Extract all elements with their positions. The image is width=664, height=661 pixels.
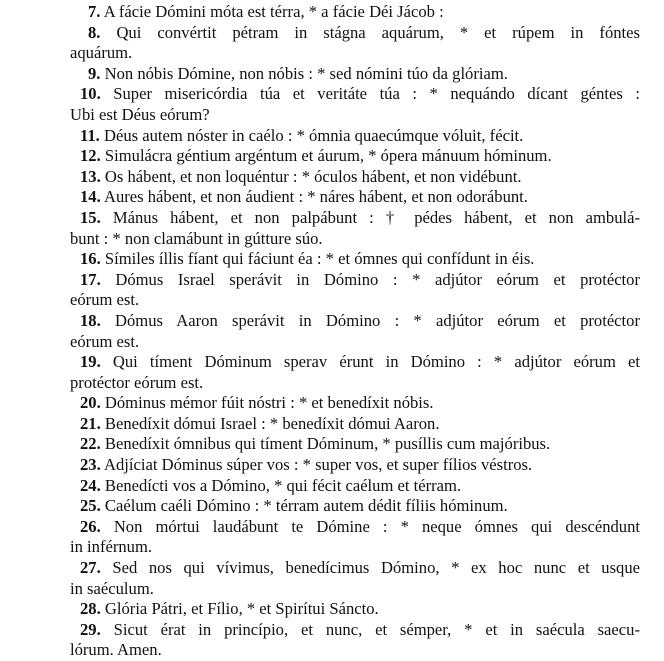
verse	[70, 620, 640, 661]
verse	[70, 311, 640, 352]
verse-line	[70, 599, 640, 620]
verse	[70, 558, 640, 599]
verse-continuation-line	[70, 579, 640, 600]
verse-continuation-line	[70, 373, 640, 394]
verse-text: Déus autem nóster in caélo : * ómnia quaecúmque vóluit, fécit.	[103, 125, 524, 145]
verse-line	[70, 352, 640, 373]
verse-line	[70, 414, 640, 435]
verse-continuation-line	[70, 537, 640, 558]
verse	[70, 270, 640, 311]
verse-line	[70, 208, 640, 229]
verse-number: 12.	[80, 146, 101, 166]
verse	[70, 393, 640, 414]
verse	[70, 208, 640, 249]
verse-number: 21.	[80, 413, 101, 433]
verse-line	[70, 393, 640, 414]
verse	[70, 599, 640, 620]
verse-line	[70, 146, 640, 167]
verse-text: Dómus Aaron sperávit in Dómino : * adjútor eórum et protéctor	[115, 310, 640, 330]
verse-number: 27.	[80, 558, 101, 578]
verse-text: Benedícti vos a Dómino, * qui fécit caélum et térram.	[104, 475, 462, 495]
verse-number: 10.	[80, 84, 101, 104]
verse	[70, 146, 640, 167]
verse-number: 17.	[80, 269, 101, 289]
verse-number: 24.	[80, 475, 101, 495]
verse-line	[70, 64, 640, 85]
verse-continuation-line	[70, 229, 640, 250]
verse-text: Símiles íllis fíant qui fáciunt éa : * et ómnes qui confídunt in éis.	[104, 249, 535, 269]
verse-continuation-line	[70, 43, 640, 64]
verse-text: Super misericórdia túa et veritáte túa : * nequándo dícant géntes :	[113, 84, 640, 104]
verse-line	[70, 187, 640, 208]
verse	[70, 64, 640, 85]
verse-line	[70, 23, 640, 44]
verse-number: 15.	[80, 207, 101, 227]
verse-text: Caélum caéli Dómino : * térram autem dédit fíliis hóminum.	[104, 496, 508, 516]
verse-text: in inférnum.	[70, 537, 153, 557]
verse-line	[70, 270, 640, 291]
verse	[70, 84, 640, 125]
verse-text: A fácie Dómini móta est térra, * a fácie Déi Jácob :	[103, 2, 444, 21]
verse-number: 8.	[88, 22, 101, 42]
verse-text: Benedíxit dómui Israel : * benedíxit dómui Aaron.	[104, 413, 440, 433]
verse-text: Dómus Israel sperávit in Dómino : * adjútor eórum et protéctor	[115, 269, 640, 289]
verse-number: 19.	[80, 352, 101, 372]
verse-continuation-line	[70, 105, 640, 126]
verse-text: Ubi est Déus eórum?	[70, 104, 210, 124]
verse	[70, 455, 640, 476]
verse-line	[70, 249, 640, 270]
verse-number: 25.	[80, 496, 101, 516]
verse	[70, 496, 640, 517]
verse	[70, 352, 640, 393]
verse-text: Simulácra géntium argéntum et áurum, * ópera mánuum hóminum.	[104, 146, 552, 166]
verse-line	[70, 496, 640, 517]
verse-number: 18.	[80, 310, 101, 330]
verse-line	[70, 126, 640, 147]
verse-text: Mánus hábent, et non palpábunt : † pédes hábent, et non ambulá-	[112, 207, 640, 227]
verse-text: Os hábent, et non loquéntur : * óculos hábent, et non vidébunt.	[104, 166, 522, 186]
verse-text: Benedíxit ómnibus qui tíment Dóminum, * pusíllis cum majóribus.	[104, 434, 551, 454]
verse-line	[70, 476, 640, 497]
verse-text: eórum est.	[70, 331, 140, 351]
verse-continuation-line	[70, 290, 640, 311]
verse-line	[70, 311, 640, 332]
verse-text: lórum. Amen.	[70, 640, 162, 660]
verse-continuation-line	[70, 332, 640, 353]
verse	[70, 434, 640, 455]
verse-line	[70, 517, 640, 538]
verse	[70, 249, 640, 270]
verse-number: 29.	[80, 619, 101, 639]
verse	[70, 2, 640, 23]
verse-number: 13.	[80, 166, 101, 186]
verse-number: 9.	[88, 63, 101, 83]
verse-line	[70, 434, 640, 455]
verse-number: 23.	[80, 455, 101, 475]
verse-text: in saéculum.	[70, 578, 154, 598]
verse-line	[70, 84, 640, 105]
verse-text: eórum est.	[70, 290, 140, 310]
verse-text: Adjíciat Dóminus súper vos : * super vos, et super fílios véstros.	[103, 455, 533, 475]
verse-number: 7.	[88, 2, 101, 21]
verse	[70, 126, 640, 147]
verse	[70, 517, 640, 558]
verse-number: 28.	[80, 599, 101, 619]
verse-line	[70, 620, 640, 641]
verse-text: Qui tíment Dóminum sperav érunt in Dómino : * adjútor eórum et	[112, 352, 640, 372]
verse-line	[70, 2, 640, 23]
verse-text: Qui convértit pétram in stágna aquárum, * et rúpem in fóntes	[116, 22, 640, 42]
verse-continuation-line	[70, 640, 640, 661]
verse-text: aquárum.	[70, 43, 133, 63]
verse-text: protéctor eórum est.	[70, 372, 204, 392]
verse	[70, 476, 640, 497]
verse-number: 11.	[80, 125, 100, 145]
verse-text: Non mórtui laudábunt te Dómine : * neque ómnes qui descéndunt	[113, 516, 640, 536]
verse-text: Sed nos qui vívimus, benedícimus Dómino, * ex hoc nunc et usque	[112, 558, 640, 578]
psalm-verses	[70, 2, 640, 661]
verse-number: 16.	[80, 249, 101, 269]
verse-line	[70, 167, 640, 188]
verse-text: Aures hábent, et non áudient : * náres hábent, et non odorábunt.	[103, 187, 528, 207]
verse-number: 14.	[80, 187, 101, 207]
verse-number: 20.	[80, 393, 101, 413]
verse-line	[70, 558, 640, 579]
verse-text: Sicut érat in princípio, et nunc, et sémper, * et in saécula saecu-	[113, 619, 640, 639]
verse-number: 26.	[80, 516, 101, 536]
verse	[70, 414, 640, 435]
verse-text: Non nóbis Dómine, non nóbis : * sed nómini túo da glóriam.	[104, 63, 508, 83]
verse-text: Dóminus mémor fúit nóstri : * et benedíxit nóbis.	[104, 393, 434, 413]
verse	[70, 187, 640, 208]
verse-text: Glória Pátri, et Fílio, * et Spirítui Sáncto.	[104, 599, 379, 619]
verse-text: bunt : * non clamábunt in gútture súo.	[70, 228, 323, 248]
verse-line	[70, 455, 640, 476]
verse	[70, 23, 640, 64]
verse	[70, 167, 640, 188]
verse-number: 22.	[80, 434, 101, 454]
